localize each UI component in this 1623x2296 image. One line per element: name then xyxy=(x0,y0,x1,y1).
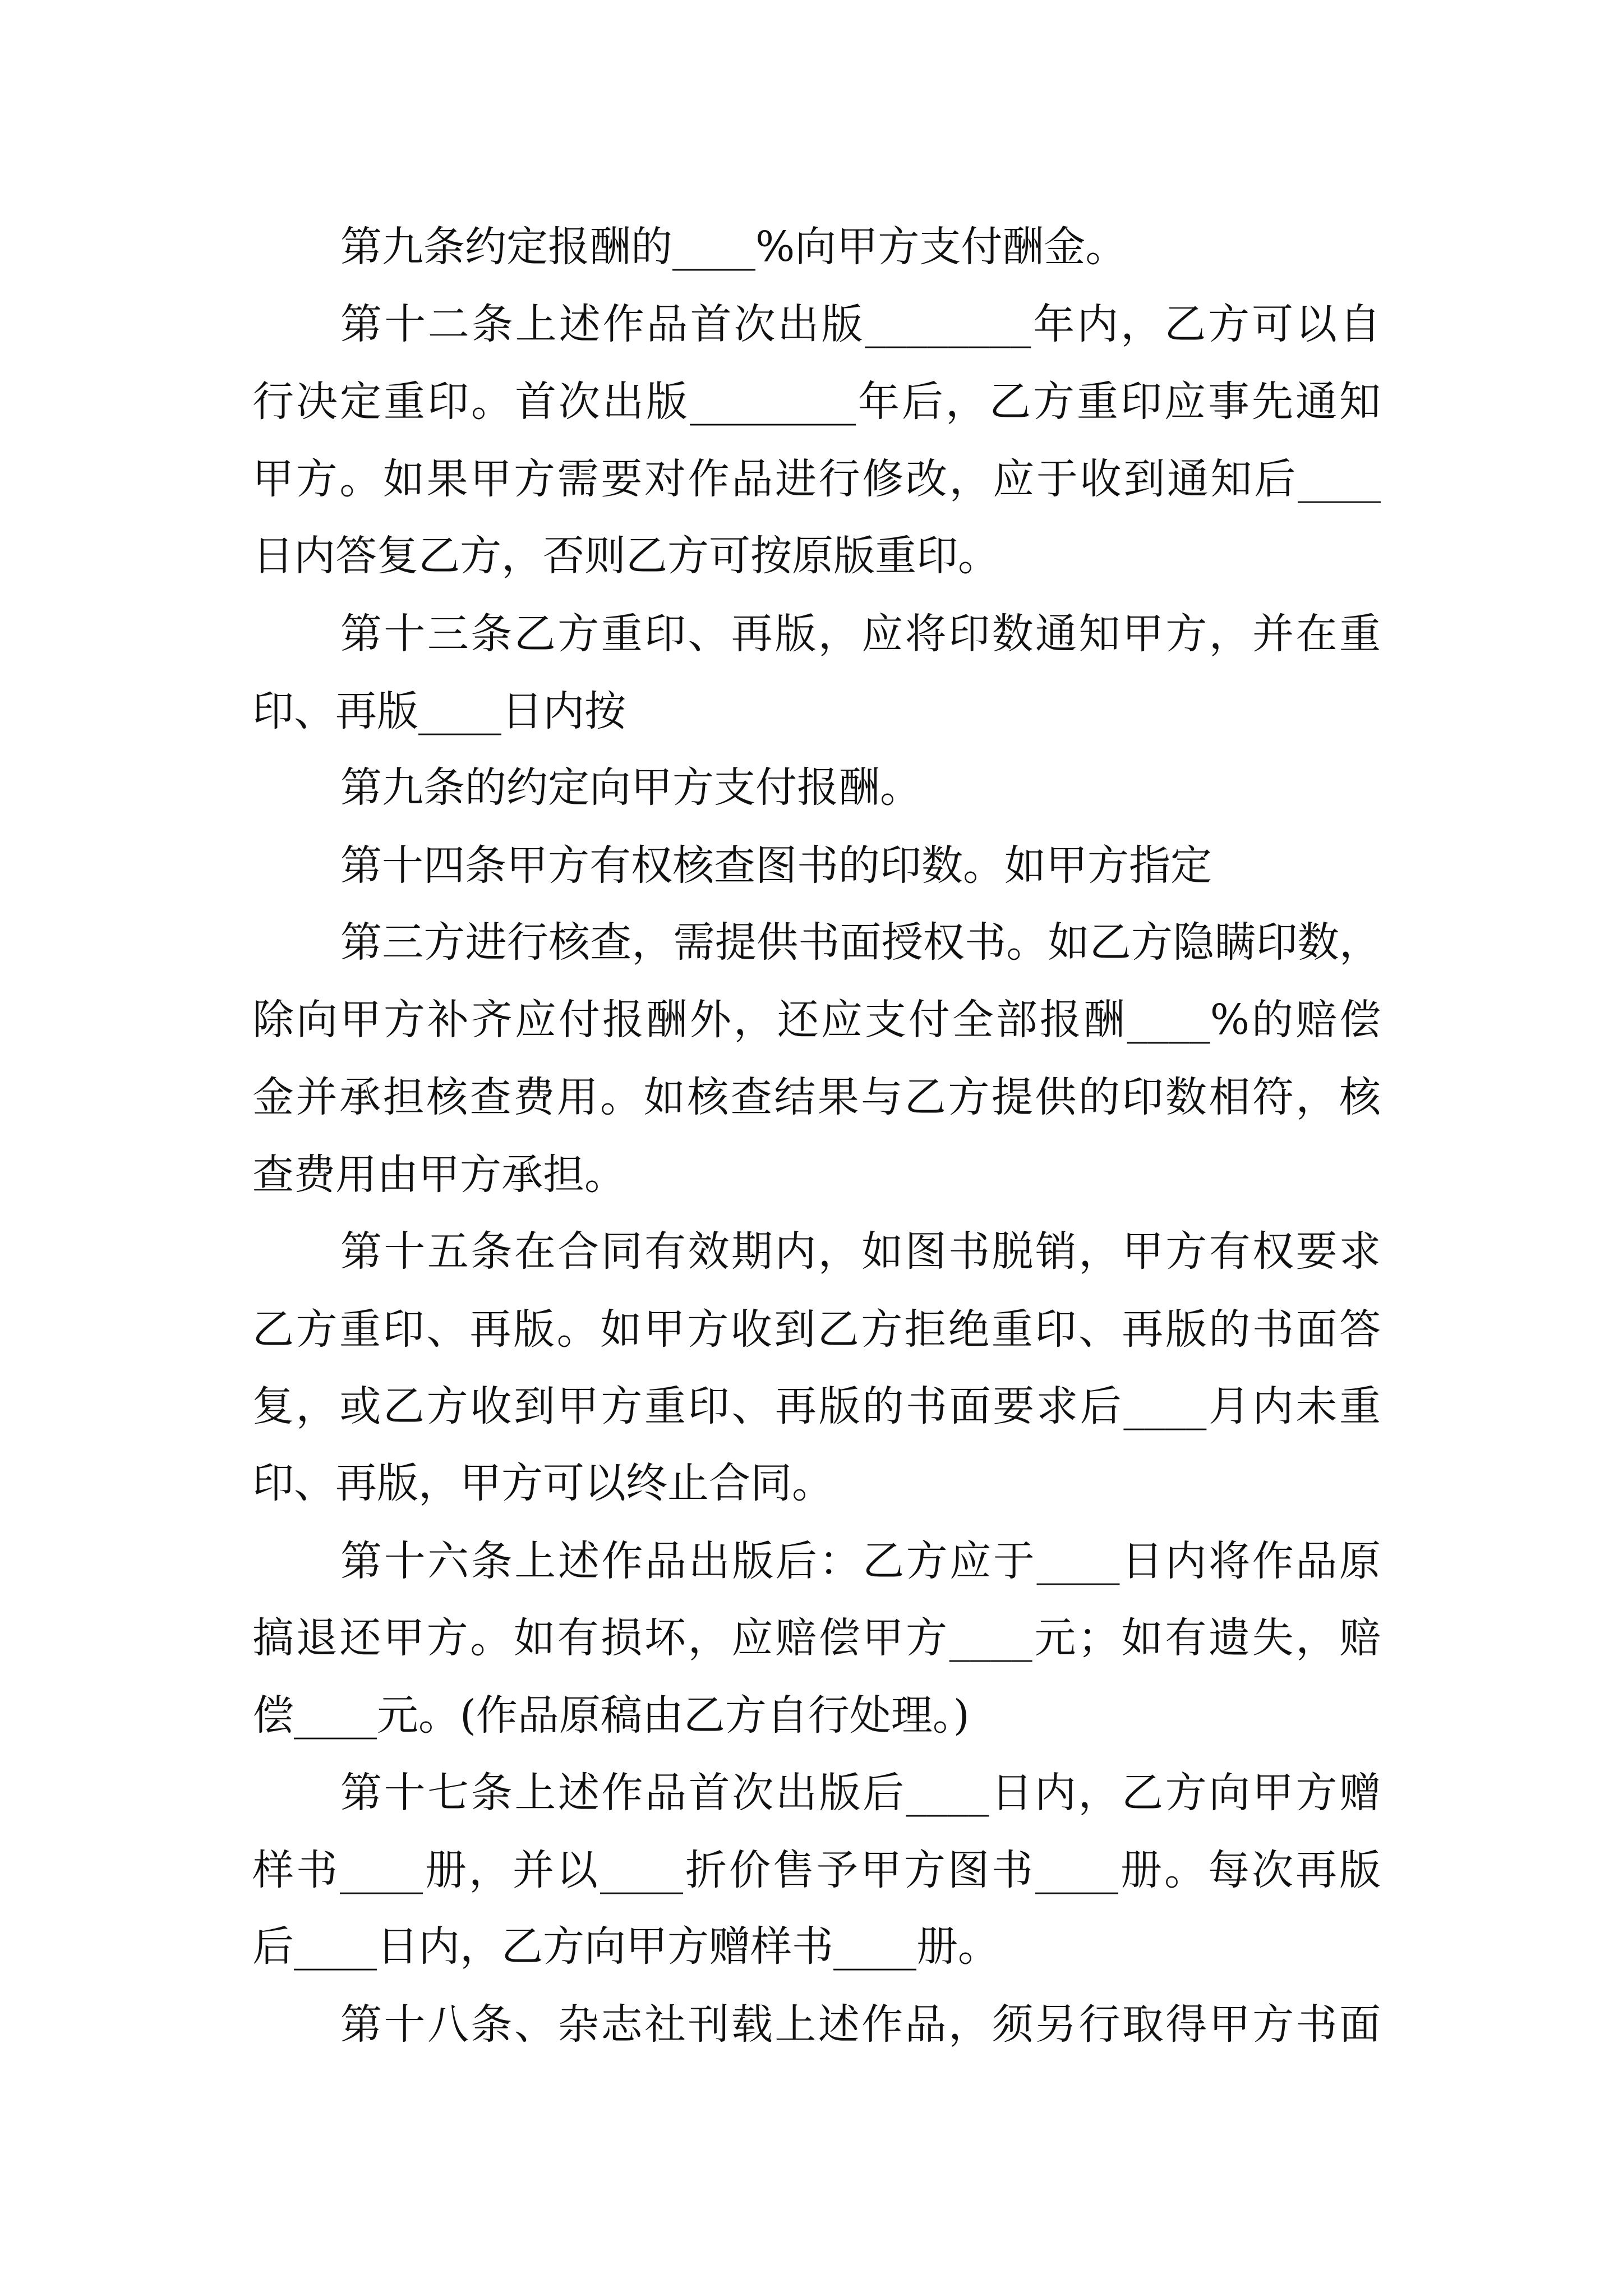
text-line: 金并承担核查费用。如核查结果与乙方提供的印数相符，核 xyxy=(252,1073,1381,1121)
text-line: 第十四条甲方有权核查图书的印数。如甲方指定 xyxy=(340,841,1212,890)
text-line: 搞退还甲方。如有损坏，应赔偿甲方____元；如有遗失，赔 xyxy=(252,1614,1381,1662)
text-line: 印、再版，甲方可以终止合同。 xyxy=(252,1459,833,1507)
text-line: 第十八条、杂志社刊载上述作品，须另行取得甲方书面 xyxy=(340,2000,1381,2049)
text-line: 第九条的约定向甲方支付报酬。 xyxy=(340,763,921,812)
text-line: 后____日内，乙方向甲方赠样书____册。 xyxy=(252,1922,999,1971)
text-line: 第十六条上述作品出版后：乙方应于____日内将作品原 xyxy=(340,1537,1381,1585)
text-line: 日内答复乙方，否则乙方可按原版重印。 xyxy=(252,532,999,580)
text-line: 第九条约定报酬的____%向甲方支付酬金。 xyxy=(340,223,1127,271)
text-line: 印、再版____日内按 xyxy=(252,687,626,735)
text-line: 行决定重印。首次出版________年后，乙方重印应事先通知 xyxy=(252,378,1381,426)
text-line: 第十五条在合同有效期内，如图书脱销，甲方有权要求 xyxy=(340,1227,1381,1276)
text-line: 第三方进行核查，需提供书面授权书。如乙方隐瞒印数， xyxy=(340,918,1381,967)
text-line: 偿____元。(作品原稿由乙方自行处理。) xyxy=(252,1691,970,1740)
text-line: 除向甲方补齐应付报酬外，还应支付全部报酬____%的赔偿 xyxy=(252,996,1381,1044)
text-line: 甲方。如果甲方需要对作品进行修改，应于收到通知后____ xyxy=(252,455,1381,503)
text-line: 乙方重印、再版。如甲方收到乙方拒绝重印、再版的书面答 xyxy=(252,1305,1381,1354)
text-line: 第十三条乙方重印、再版，应将印数通知甲方，并在重 xyxy=(340,610,1381,658)
text-line: 第十七条上述作品首次出版后____日内，乙方向甲方赠 xyxy=(340,1769,1381,1817)
text-line: 样书____册，并以____折价售予甲方图书____册。每次再版 xyxy=(252,1846,1381,1894)
text-line: 复，或乙方收到甲方重印、再版的书面要求后____月内未重 xyxy=(252,1382,1381,1430)
text-line: 查费用由甲方承担。 xyxy=(252,1151,626,1199)
text-line: 第十二条上述作品首次出版________年内，乙方可以自 xyxy=(340,300,1381,348)
